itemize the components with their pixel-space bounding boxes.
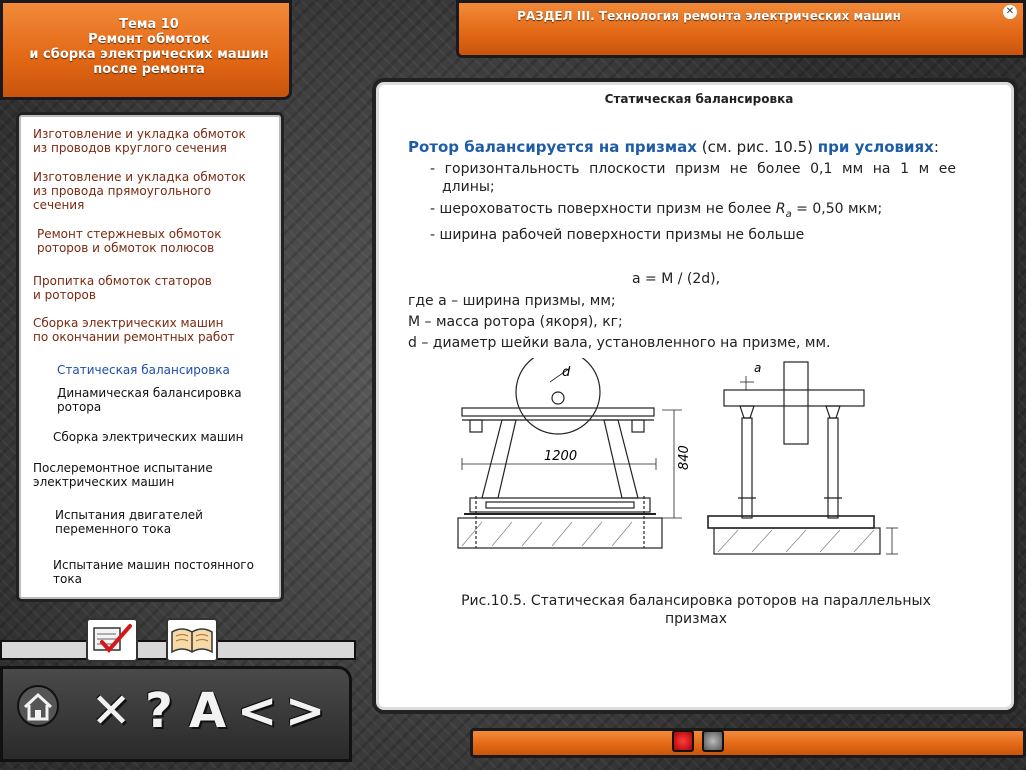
record-button[interactable] [672, 730, 694, 752]
condition-roughness: - шероховатость поверхности призм не более $R_a = 0,50$ мкм; [430, 201, 883, 220]
menu-item-dc-machine-test[interactable]: Испытание машин постоянного тока [53, 558, 254, 586]
bottom-decor-strip [470, 728, 1026, 758]
menu-item-dynamic-balancing[interactable]: Динамическая балансировка ротора [57, 386, 242, 414]
rotor-disk [516, 358, 600, 434]
content-panel [372, 78, 1018, 714]
condition-flatness-cont: длины; [442, 179, 495, 195]
label-840: 840 [677, 445, 692, 470]
home-icon [19, 687, 57, 725]
definition-m: M – масса ротора (якоря), кг; [408, 314, 623, 330]
close-button[interactable]: ✕ [91, 683, 132, 739]
checklist-icon [88, 620, 136, 660]
menu-item-assembly-after-repair[interactable]: Сборка электрических машин по окончании ремонтных работ [33, 316, 235, 344]
definition-d: d – диаметр шейки вала, установленного на призме, мм. [408, 335, 831, 351]
content-title: Статическая балансировка [604, 92, 794, 106]
figure-caption: Рис.10.5. Статическая балансировка роторов на параллельных призмах [461, 593, 931, 627]
balancing-diagram [442, 358, 912, 558]
label-a: a [754, 361, 762, 375]
menu-item-impregnation[interactable]: Пропитка обмоток статоров и роторов [33, 274, 212, 302]
book-icon [168, 620, 216, 660]
menu-item-round-wire[interactable]: Изготовление и укладка обмоток из проводов круглого сечения [33, 127, 246, 155]
topic-number: Тема 10 [119, 17, 179, 32]
formula: a = M / (2d), [632, 271, 721, 287]
shaft-section [724, 390, 864, 406]
section-title: РАЗДЕЛ III. Технология ремонта электрических машин [517, 9, 901, 23]
menu-item-post-repair-test[interactable]: Послеремонтное испытание электрических машин [33, 461, 213, 489]
label-d: d [562, 365, 571, 380]
topic-line: и сборка электрических машин [29, 47, 269, 62]
menu-item-static-balancing[interactable]: Статическая балансировка [57, 363, 230, 377]
condition-flatness: - горизонтальность плоскости призм не более 0,1 мм на 1 м ее [430, 161, 956, 177]
topic-panel [0, 0, 292, 100]
test-button[interactable] [86, 618, 138, 662]
rotor-section [784, 362, 808, 444]
glossary-button[interactable]: A [189, 683, 227, 739]
home-button[interactable] [17, 685, 59, 727]
help-button[interactable]: ? [145, 683, 173, 739]
condition-width: - ширина рабочей поверхности призмы не больше [430, 227, 805, 243]
menu-item-rect-wire[interactable]: Изготовление и укладка обмоток из провода прямоугольного сечения [33, 170, 246, 212]
navigation-bar [0, 666, 352, 762]
textbook-button[interactable] [166, 618, 218, 662]
next-button[interactable]: > [285, 683, 326, 739]
prev-button[interactable]: < [237, 683, 278, 739]
topic-menu [16, 112, 284, 602]
window-close-button[interactable]: ✕ [1003, 5, 1017, 19]
menu-item-bar-windings[interactable]: Ремонт стержневых обмоток роторов и обмоток полюсов [37, 227, 222, 255]
topic-title [3, 17, 295, 77]
definition-a: где a – ширина призмы, мм; [408, 293, 616, 309]
section-panel [456, 0, 1026, 58]
topic-line: Ремонт обмоток [88, 32, 210, 47]
topic-line: после ремонта [93, 62, 205, 77]
stop-button[interactable] [702, 730, 724, 752]
label-1200: 1200 [544, 449, 578, 464]
menu-item-ac-motor-tests[interactable]: Испытания двигателей переменного тока [55, 508, 203, 536]
intro-paragraph: Ротор балансируется на призмах (см. рис. 10.5) при условиях: [408, 138, 939, 156]
menu-item-machine-assembly[interactable]: Сборка электрических машин [53, 430, 244, 444]
